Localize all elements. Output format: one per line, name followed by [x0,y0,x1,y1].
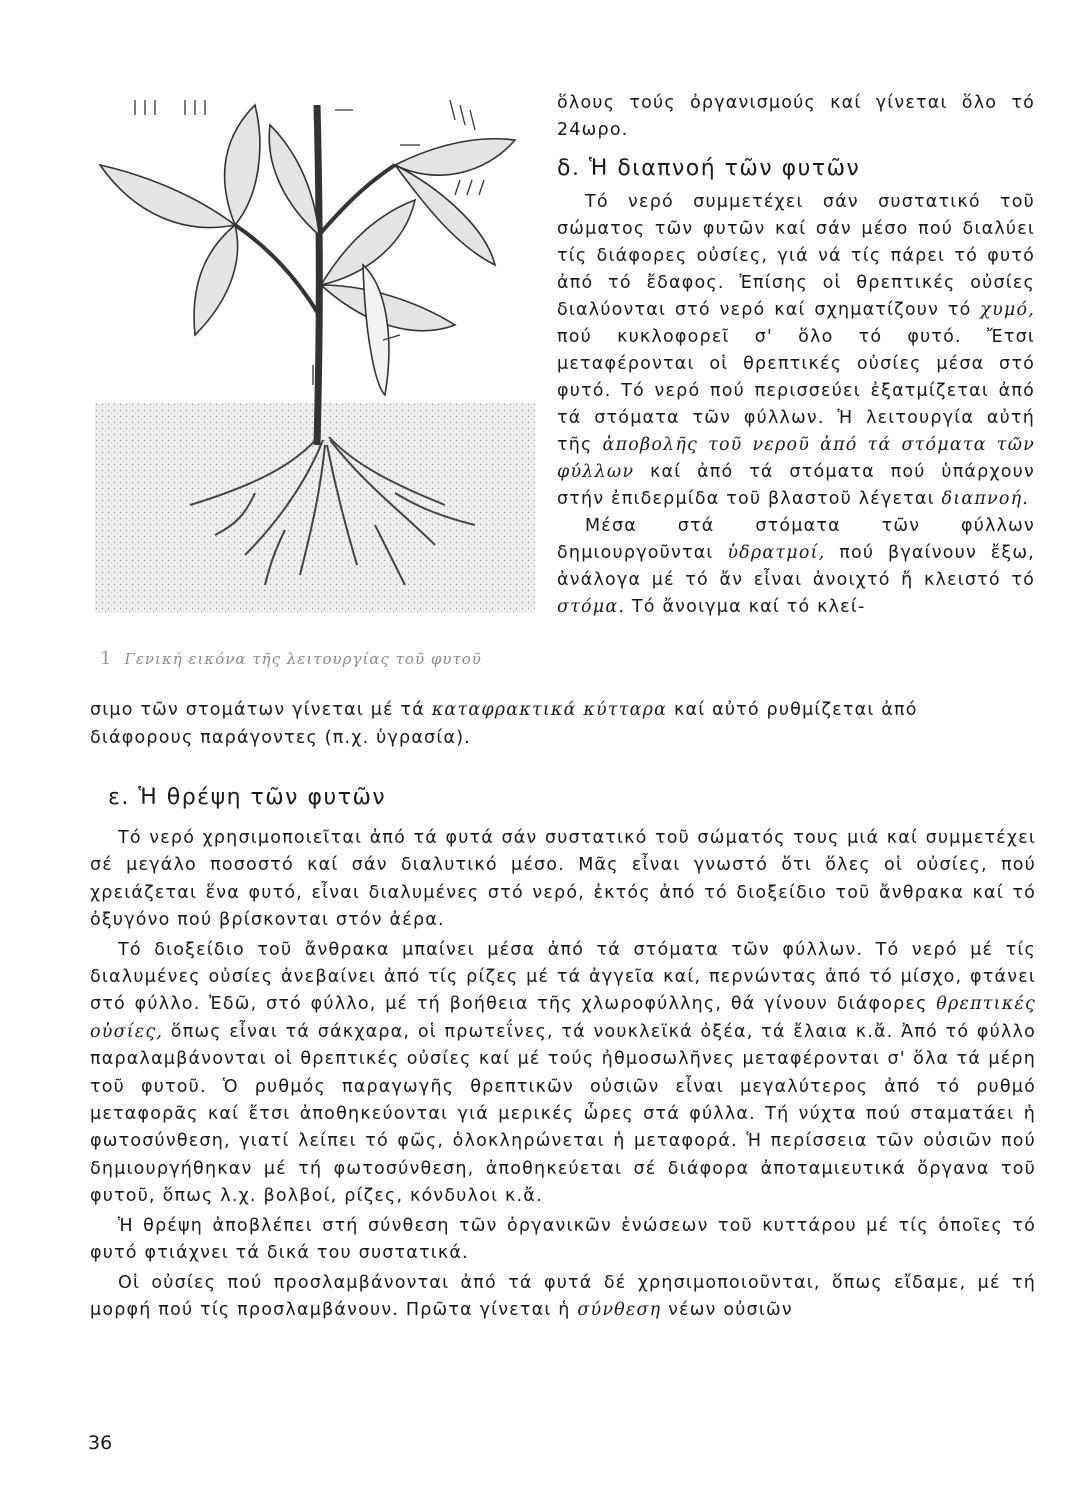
continuation-line-1 [90,697,1036,724]
nutrition-paragraph-4 [90,1270,1036,1325]
bean-pod [363,265,389,395]
text-run: Τό ἄνοιγμα καί τό κλεί- [625,597,866,617]
plant-illustration [95,85,555,645]
paragraph-transpiration-1 [557,189,1035,513]
figure-caption-text: Γενική εικόνα τῆς λειτουργίας τοῦ φυτοῦ [124,650,482,668]
term-chymo: χυμό, [980,300,1035,320]
text-run: πού κυκλοφορεῖ σ' ὅλο τό φυτό. Ἔτσι μεταφέρονται οἱ θρεπτικές οὐσίες μέσα στό φυτό. Τό νερό πού περισσεύει ἐξατμίζεται ἀπό τά στόματα τῶν φύλλων. Ἡ λειτουργία αὐτή τῆς [557,327,1035,455]
nutrition-paragraph-1: Τό νερό χρησιμοποιεῖται ἀπό τά φυτά σάν συστατικό τοῦ σώματός τους μιά καί συμμετέχει σέ μεγάλο ποσοστό καί σάν διαλυτικό μέσο. Μᾶς εἶναι γνωστό ὅτι ὅλες οἱ οὐσίες, πού χρειάζεται ἕνα φυτό, εἶναι διαλυμένες στό νερό, ἐκτός ἀπό τό διοξείδιο τοῦ ἄνθρακα καί τό ὀξυγόνο πού βρίσκονται στόν ἀέρα. [90,828,1036,931]
page-number: 36 [88,1432,113,1454]
term-kataf: καταφρακτικά κύτταρα [431,700,668,720]
continuation-line-2: διάφορους παράγοντες (π.χ. ὑγρασία). [90,728,471,748]
term-stoma: στόμα. [557,597,626,617]
text-run: ὅπως εἶναι τά σάκχαρα, οἱ πρωτεΐνες, τά νουκλεϊκά ὀξέα, τά ἔλαια κ.ἄ. Ἀπό τό φύλλο παραλαμβάνονται οἱ θρεπτικές οὐσίες καί μέ τούς ἠθμοσωλῆνες μεταφέρονται σ' ὅλα τά μέρη τοῦ φυτοῦ. Ὁ ρυθμός παραγωγῆς θρεπτικῶν οὐσιῶν εἶναι μεγαλύτερος ἀπό τό ρυθμό μεταφορᾶς καί ἔτσι ἀποθηκεύονται γιά μερικές ὧρες στά φύλλα. Τή νύχτα πού σταματάει ἡ φωτοσύνθεση, γιατί λείπει τό φῶς, ὁλοκληρώνεται ἡ μεταφορά. Ἡ περίσσεια τῶν οὐσιῶν πού δημιουργήθηκαν μέ τή φωτοσύνθεση, ἀποθηκεύεται σέ διάφορα ἀποταμιευτικά ὄργανα τοῦ φυτοῦ, ὅπως λ.χ. βολβοί, ρίζες, κόνδυλοι κ.ἄ. [90,1021,1036,1207]
nutrition-paragraph-3: Ἡ θρέψη ἀποβλέπει στή σύνθεση τῶν ὀργανικῶν ἑνώσεων τοῦ κυττάρου μέ τίς ὁποῖες τό φυτό φτιάχνει τά δικά του συστατικά. [90,1215,1036,1264]
text-run: Τό διοξείδιο τοῦ ἄνθρακα μπαίνει μέσα ἀπό τά στόματα τῶν φύλλων. Τό νερό μέ τίς διαλυμένες οὐσίες ἀνεβαίνει ἀπό τίς ρίζες μέ τά ἀγγεῖα καί, περνώντας ἀπό τό μίσχο, φτάνει στό φύλλο. Ἐδῶ, στό φύλλο, μέ τή βοήθεια τῆς χλωροφύλλης, θά γίνουν διάφορες [90,939,1036,1015]
term-ydratmoi: ὑδρατμοί, [727,543,826,563]
heading-nutrition: ε. Ἡ θρέψη τῶν φυτῶν [108,785,387,810]
text-run: Οἱ οὐσίες πού προσλαμβάνονται ἀπό τά φυτά δέ χρησιμοποιοῦνται, ὅπως εἴδαμε, μέ τή μορφή πού τίς προσλαμβάνουν. Πρῶτα γίνεται ἡ [90,1272,1036,1320]
paragraph-transpiration-2 [557,513,1035,621]
text-run: νέων οὐσιῶν [661,1299,793,1320]
text-run: Τό νερό συμμετέχει σάν συστατικό τοῦ σώματος τῶν φυτῶν καί σάν μέσο πού διαλύει τίς διάφορες οὐσίες, γιά νά τίς πάρει τό φυτό ἀπό τό ἔδαφος. Ἐπίσης οἱ θρεπτικές οὐσίες διαλύονται στό νερό καί σχηματίζουν τό [557,192,1035,320]
term-apovoli: ἀποβολῆς τοῦ νεροῦ ἀπό τά στόματα τῶν φύλλων [557,435,1035,482]
nutrition-paragraph-2 [90,937,1036,1211]
section-nutrition-body [90,825,1036,1326]
figure-number: 1 [100,648,113,669]
term-synthesi: σύνθεση [577,1299,662,1320]
right-column [557,90,1035,621]
text-run: σιμο τῶν στομάτων γίνεται μέ τά [90,700,432,720]
flow-arrows [135,100,484,385]
text-run: πού βγαίνουν ἔξω, ἀνάλογα μέ τό ἄν εἶναι ἀνοιχτό ἤ κλειστό τό [557,543,1035,590]
intro-text: ὅλους τούς ὀργανισμούς καί γίνεται ὅλο τό 24ωρο. [557,93,1035,140]
text-run: καί ἀπό τά στόματα πού ὑπάρχουν στήν ἐπιδερμίδα τοῦ βλαστοῦ λέγεται [557,462,1035,509]
heading-transpiration: δ. Ἡ διαπνοή τῶν φυτῶν [557,156,861,181]
figure-caption [100,648,540,669]
text-run: Μέσα στά στόματα τῶν φύλλων δημιουργοῦνται [557,516,1035,563]
term-diapnoi: διαπνοή. [941,489,1030,509]
text-run: καί αὐτό ρυθμίζεται ἀπό [667,700,918,720]
term-threptikes: θρεπτικές οὐσίες, [90,994,1036,1042]
plant-stem [317,105,319,445]
plant-drawing [95,85,555,645]
